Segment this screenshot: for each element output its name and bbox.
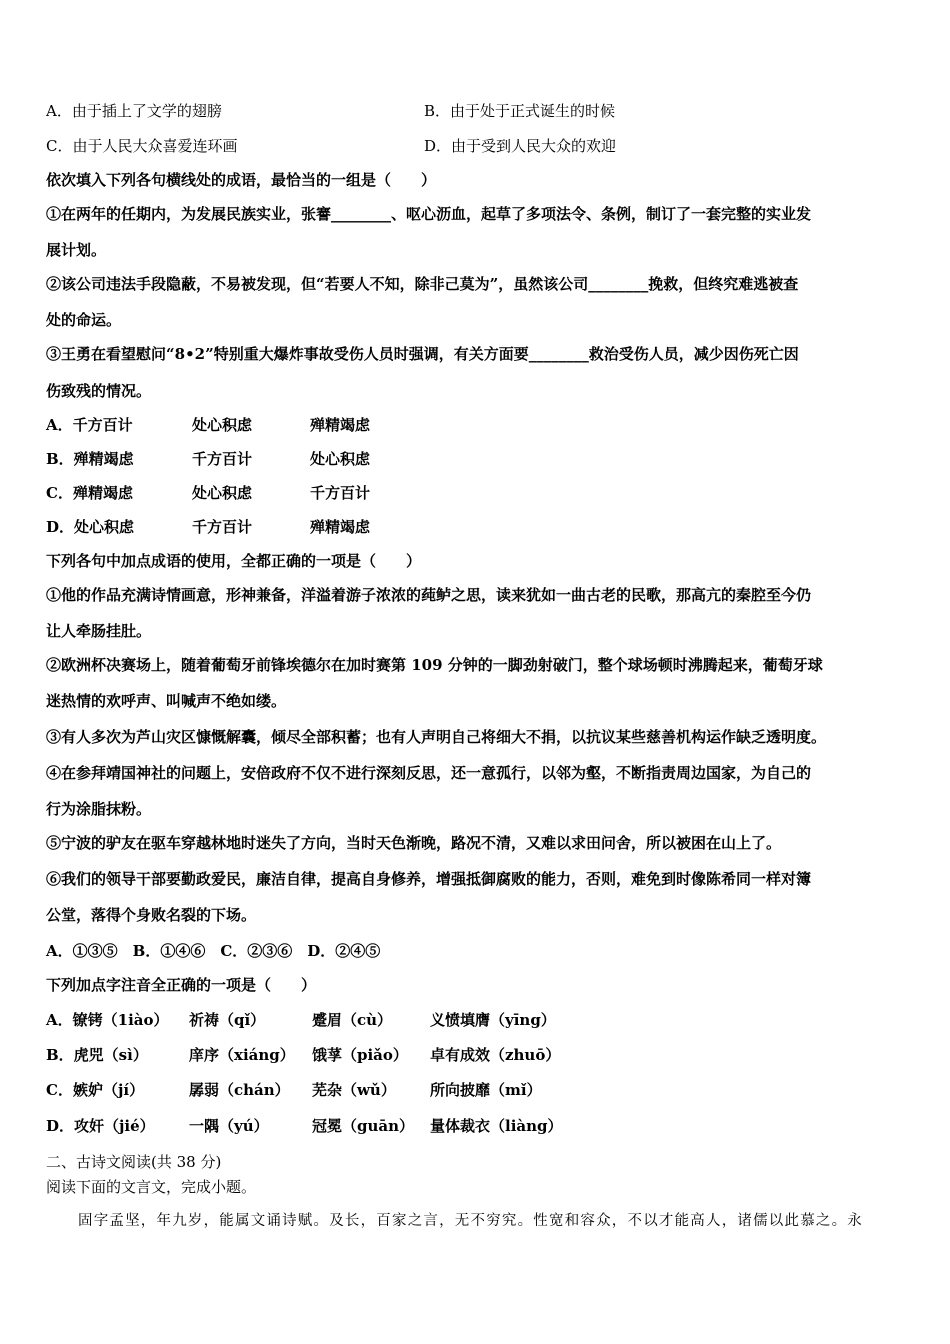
q1-option-d: D．由于受到人民大众的欢迎: [424, 137, 617, 155]
q4-option-c-c4: 所向披靡（mǐ）: [430, 1081, 542, 1099]
q4-option-a-c4: 义愤填膺（yīng）: [430, 1011, 556, 1029]
q2-sentence-3: ③王勇在看望慰问“8•2”特别重大爆炸事故受伤人员时强调，有关方面要________救治受伤人员，减少因伤死亡因: [46, 345, 799, 363]
q4-option-b-c1: B．虎兕（sì）: [46, 1046, 148, 1064]
q2-option-b-w3: 处心积虑: [310, 450, 371, 468]
q4-option-a-c2: 祈祷（qǐ）: [189, 1011, 266, 1029]
q2-option-c-w2: 处心积虑: [192, 484, 253, 502]
q4-option-a-c1: A．镣铐（1iào）: [46, 1011, 169, 1029]
q4-option-c-c2: 孱弱（chán）: [189, 1081, 290, 1099]
q4-stem: 下列加点字注音全正确的一项是（ ）: [46, 976, 317, 994]
q3-sentence-2-cont: 迷热情的欢呼声、叫喊声不绝如缕。: [46, 692, 287, 710]
q3-sentence-3: ③有人多次为芦山灾区慷慨解囊，倾尽全部积蓄；也有人声明自己将细大不捐，以抗议某些慈善机构运作缺乏透明度。: [46, 728, 827, 746]
q3-sentence-6: ⑥我们的领导干部要勤政爱民，廉洁自律，提高自身修养，增强抵御腐败的能力，否则，难免到时像陈希同一样对簿: [46, 870, 812, 888]
q3-stem: 下列各句中加点成语的使用，全都正确的一项是（ ）: [46, 552, 422, 570]
q2-sentence-1: ①在两年的任期内，为发展民族实业，张謇________、呕心沥血，起草了多项法令、条例，制订了一套完整的实业发: [46, 205, 812, 223]
q2-option-b: [46, 449, 371, 469]
q2-option-a-w3: 殚精竭虑: [310, 416, 371, 434]
q4-option-d-c3: 冠冕（guān）: [312, 1117, 415, 1135]
q2-option-a-w2: 处心积虑: [192, 416, 253, 434]
q3-sentence-4-cont: 行为涂脂抹粉。: [46, 800, 152, 818]
q4-option-d-c2: 一隅（yú）: [189, 1117, 269, 1135]
q2-option-d: [46, 517, 371, 537]
q4-option-b-c2: 庠序（xiáng）: [189, 1046, 295, 1064]
q2-option-d-w3: 殚精竭虑: [310, 518, 371, 536]
classical-passage: 固字孟坚，年九岁，能属文诵诗赋。及长，百家之言，无不穷究。性宽和容众，不以才能高人，诸儒以此慕之。永: [78, 1213, 863, 1229]
q2-option-c-w3: 千方百计: [310, 484, 371, 502]
q2-option-b-w2: 千方百计: [192, 450, 253, 468]
q2-sentence-3-cont: 伤致残的情况。: [46, 382, 152, 400]
q3-sentence-1: ①他的作品充满诗情画意，形神兼备，洋溢着游子浓浓的莼鲈之思，读来犹如一曲古老的民歌，那高亢的秦腔至今仍: [46, 586, 812, 604]
q4-option-a-c3: 蹙眉（cù）: [312, 1011, 393, 1029]
q3-sentence-5: ⑤宁波的驴友在驱车穿越林地时迷失了方向，当时天色渐晚，路况不清，又难以求田问舍，所以被困在山上了。: [46, 834, 782, 852]
q4-option-c-c3: 芜杂（wǔ）: [312, 1081, 396, 1099]
q2-option-d-w2: 千方百计: [192, 518, 253, 536]
q3-sentence-2: ②欧洲杯决赛场上，随着葡萄牙前锋埃德尔在加时赛第 109 分钟的一脚劲射破门，整个球场顿时沸腾起来，葡萄牙球: [46, 656, 823, 674]
q1-options-row-2: [46, 136, 617, 156]
q2-option-c-w1: C．殚精竭虑: [46, 484, 133, 502]
q2-option-a-w1: A．千方百计: [46, 416, 133, 434]
q4-option-b: [46, 1045, 561, 1065]
q3-sentence-4: ④在参拜靖国神社的问题上，安倍政府不仅不进行深刻反思，还一意孤行，以邻为壑，不断指责周边国家，为自己的: [46, 764, 812, 782]
q3-sentence-1-cont: 让人牵肠挂肚。: [46, 622, 152, 640]
q3-options: A．①③⑤ B．①④⑥ C．②③⑥ D．②④⑤: [46, 942, 381, 960]
section-instruction: 阅读下面的文言文，完成小题。: [46, 1178, 257, 1196]
q4-option-d: [46, 1116, 563, 1136]
section-heading: 二、古诗文阅读(共 38 分): [46, 1153, 222, 1171]
q1-option-a: A．由于插上了文学的翅膀: [46, 102, 222, 120]
q4-option-a: [46, 1010, 556, 1030]
q2-sentence-2-cont: 处的命运。: [46, 311, 122, 329]
q4-option-c: [46, 1080, 542, 1100]
q1-option-c: C．由于人民大众喜爱连环画: [46, 137, 238, 155]
q4-option-d-c4: 量体裁衣（liàng）: [430, 1117, 563, 1135]
q1-options-row-1: [46, 101, 616, 121]
q2-option-a: [46, 415, 371, 435]
q1-option-b: B．由于处于正式诞生的时候: [424, 102, 616, 120]
q2-sentence-1-cont: 展计划。: [46, 241, 107, 259]
q2-option-d-w1: D．处心积虑: [46, 518, 135, 536]
q2-option-c: [46, 483, 371, 503]
q4-option-b-c4: 卓有成效（zhuō）: [430, 1046, 561, 1064]
q4-option-d-c1: D．攻奸（jié）: [46, 1117, 155, 1135]
q2-sentence-2: ②该公司违法手段隐蔽，不易被发现，但“若要人不知，除非己莫为”，虽然该公司________挽救，但终究难逃被查: [46, 275, 799, 293]
q2-stem: 依次填入下列各句横线处的成语，最恰当的一组是（ ）: [46, 171, 437, 189]
q4-option-c-c1: C．嫉妒（jí）: [46, 1081, 145, 1099]
q2-option-b-w1: B．殚精竭虑: [46, 450, 134, 468]
q4-option-b-c3: 饿莩（piǎo）: [312, 1046, 408, 1064]
q3-sentence-6-cont: 公堂，落得个身败名裂的下场。: [46, 906, 257, 924]
